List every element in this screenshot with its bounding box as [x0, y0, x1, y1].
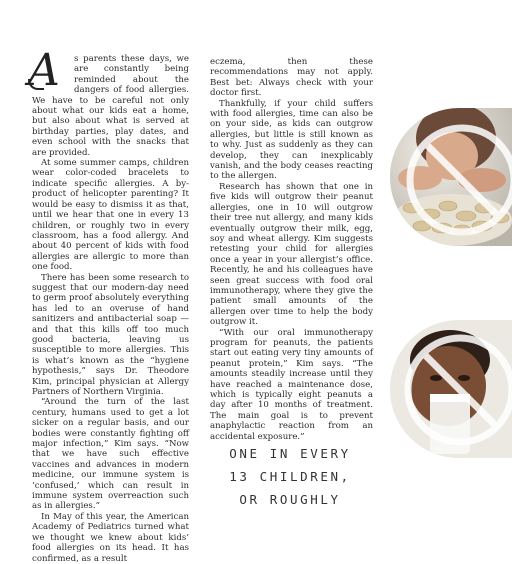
paragraph: Thankfully, if your child suffers with food allergies, time can also be on your side, as kids can outgrow allergies, but little is still known as to why. Just as suddenly as they can develop, they can inexplicably vanish, and the body ceases reacting to the allergen. — [210, 98, 373, 182]
drop-cap: A — [28, 45, 60, 96]
pull-quote-line: ONE IN EVERY — [229, 446, 351, 461]
paragraph: eczema, then these recommendations may not apply. Best bet: Always check with your doctor first. — [210, 57, 373, 99]
paragraph: There has been some research to suggest that our modern-day need to germ proof absolutely everything has led to an overuse of hand sanitizers and antibacterial soap — and that this kills off too much good bacteria, leaving us susceptible to more allergies. This is what’s known as the “hygiene hypothesis,” says Dr. Theodore Kim, principal physician at Allergy Partners of Northern Virginia. — [32, 272, 189, 397]
child-drinking-milk-photo — [390, 320, 512, 458]
paragraph: In May of this year, the American Academy of Pediatrics turned what we thought we knew about kids’ food allergies on its head. It has confirmed, as a result — [32, 511, 189, 564]
paragraph: s parents these days, we are constantly being reminded about the dangers of food allergies. We have to be careful not only about what our kids eat a home, but also about what is served at birthday parties, play dates, and even school with the snacks that are provided. — [32, 54, 189, 158]
paragraph: Research has shown that one in five kids will outgrow their peanut allergies, one in 10 will outgrow their tree nut allergy, and many kids eventually outgrow their milk, egg, soy and wheat allergy. Kim suggests retesting your child for allergies once a year in your allergist’s office. Recently, he and his colleagues have seen great success with food oral immunotherapy, where they give the patient small amounts of the allergen over time to help the body outgrow it. — [210, 181, 373, 328]
article-column-1 — [28, 45, 189, 564]
paragraph: At some summer camps, children wear color-coded bracelets to indicate specific allergies. A by-product of helicopter parenting? It would be easy to dismiss it as that, until we hear that one in every 13 children, or roughly two in every classroom, has a food allergy. And about 40 percent of kids with food allergies are allergic to more than one food. — [32, 158, 189, 273]
pull-quote-line: 13 CHILDREN, — [229, 469, 351, 484]
pull-quote — [215, 442, 365, 511]
paragraph: “With our oral immunotherapy program for peanuts, the patients start out eating very tiny amounts of peanut protein,” Kim says. “The amounts steadily increase until they have reached a maintenance dose, which is typically eight peanuts a day after 10 months of treatment. The main goal is to prevent anaphylactic reaction from an accidental exposure.” — [210, 327, 373, 442]
paragraph: “Around the turn of the last century, humans used to get a lot sicker on a regular basis, and our bodies were constantly fighting off major infection,” Kim says. “Now that we have such effective vaccines and advances in modern medicine, our immune system is ‘confused,’ which can result in immune system overreaction such as in allergies.” — [32, 397, 189, 512]
article-column-2 — [210, 57, 373, 442]
pull-quote-line: OR ROUGHLY — [239, 492, 341, 507]
peanuts-photo — [390, 108, 512, 246]
